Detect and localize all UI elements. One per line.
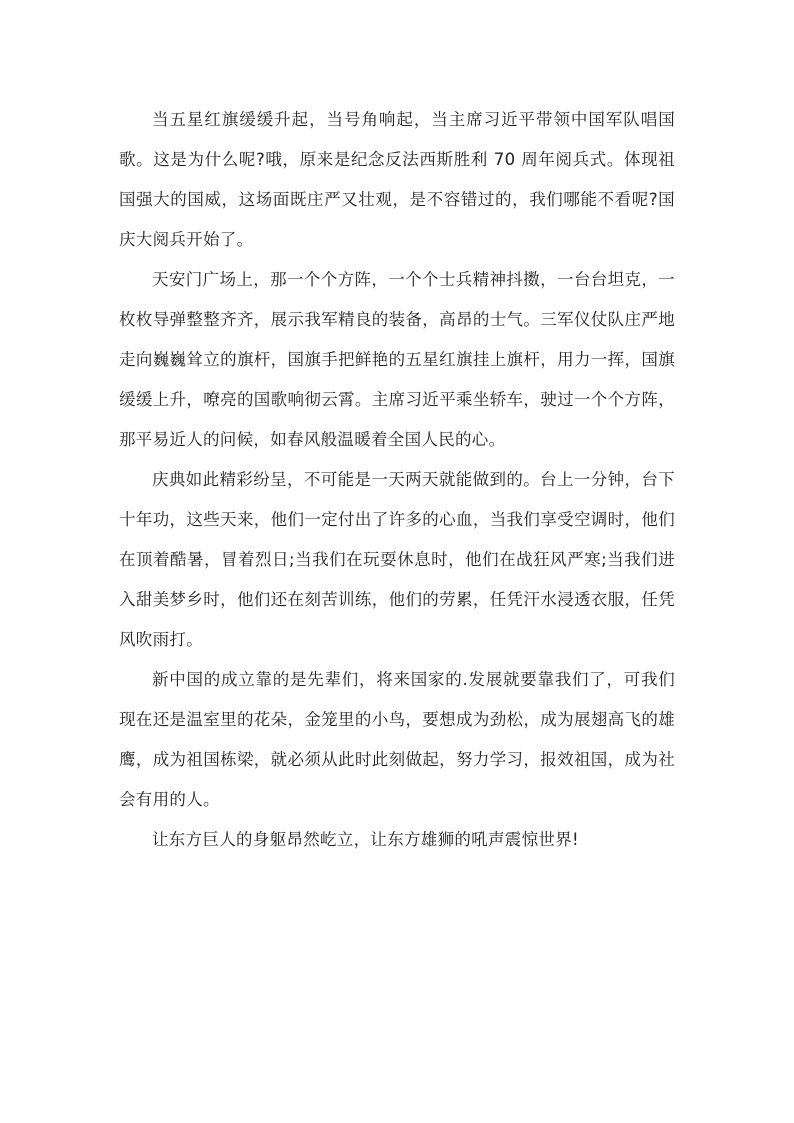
- paragraph-3: 庆典如此精彩纷呈，不可能是一天两天就能做到的。台上一分钟，台下十年功，这些天来，他们一定付出了许多的心血，当我们享受空调时，他们在顶着酷暑，冒着烈日;当我们在玩耍休息时，他们在战狂风严寒;当我们进入甜美梦乡时，他们还在刻苦训练，他们的劳累，任凭汗水浸透衣服，任凭风吹雨打。: [119, 470, 675, 649]
- paragraph-1: 当五星红旗缓缓升起，当号角响起，当主席习近平带领中国军队唱国歌。这是为什么呢?哦，原来是纪念反法西斯胜利 70 周年阅兵式。体现祖国强大的国威，这场面既庄严又壮观，是不容错过的，我们哪能不看呢?国庆大阅兵开始了。: [119, 110, 675, 249]
- document-page: [119, 100, 675, 860]
- paragraph-4: 新中国的成立靠的是先辈们，将来国家的.发展就要靠我们了，可我们现在还是温室里的花朵，金笼里的小鸟，要想成为劲松，成为展翅高飞的雄鹰，成为祖国栋梁，就必须从此时此刻做起，努力学习，报效祖国，成为社会有用的人。: [119, 670, 675, 809]
- paragraph-2: 天安门广场上，那一个个方阵，一个个士兵精神抖擞，一台台坦克，一枚枚导弹整整齐齐，展示我军精良的装备，高昂的士气。三军仪仗队庄严地走向巍巍耸立的旗杆，国旗手把鲜艳的五星红旗挂上旗杆，用力一挥，国旗缓缓上升，嘹亮的国歌响彻云霄。主席习近平乘坐轿车，驶过一个个方阵，那平易近人的问候，如春风般温暖着全国人民的心。: [119, 270, 675, 449]
- paragraph-5: 让东方巨人的身躯昂然屹立，让东方雄狮的吼声震惊世界!: [152, 830, 579, 849]
